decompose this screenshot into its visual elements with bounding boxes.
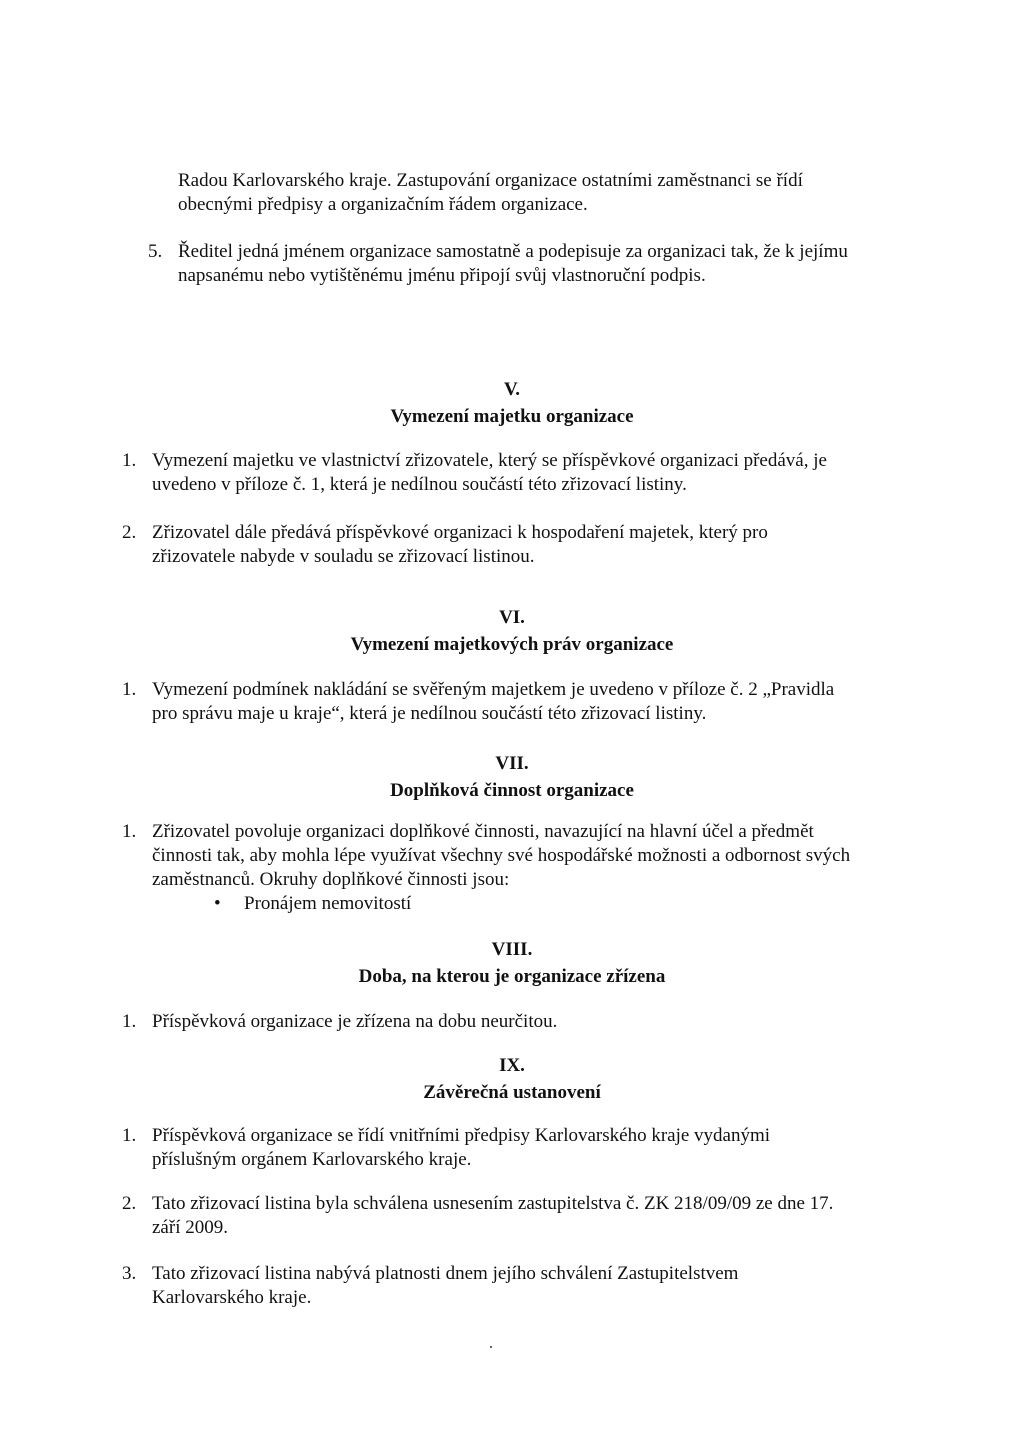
item-number: 2. [122,1193,137,1214]
section-title: Doplňková činnost organizace [390,780,634,801]
item-text: Tato zřizovací listina nabývá platnosti dnem jejího schválení Zastupitelstvem Karlovarského kraje. [152,1263,739,1308]
section-title: Vymezení majetku organizace [390,406,634,427]
section-heading-viii [0,938,1024,989]
item-number: 3. [122,1263,137,1284]
item-text: Ředitel jedná jménem organizace samostatně a podepisuje za organizaci tak, že k jejímu napsanému nebo vytištěnému jménu připojí svůj vlastnoruční podpis. [178,241,848,286]
item-number: 1. [122,821,137,842]
item-number: 1. [122,450,137,471]
item-number: 1. [122,1125,137,1146]
item-text: Zřizovatel dále předává příspěvkové organizaci k hospodaření majetek, který pro zřizovatele nabyde v souladu se zřizovací listinou. [152,522,768,567]
section-number: VI. [499,607,525,628]
item-text: Tato zřizovací listina byla schválena usnesením zastupitelstva č. ZK 218/09/09 ze dne 17. září 2009. [152,1193,834,1238]
intro-line: Radou Karlovarského kraje. Zastupování organizace ostatními zaměstnanci se řídí [178,170,803,191]
item-number: 5. [148,241,163,262]
bullet-dot-icon: • [214,893,221,914]
item-number: 2. [122,522,137,543]
section-heading-vii [0,752,1024,803]
item-text: Vymezení podmínek nakládání se svěřeným majetkem je uvedeno v příloze č. 2 „Pravidla pro správu maje u kraje“, která je nedílnou součástí této zřizovací listiny. [152,679,835,724]
section-heading-v [0,378,1024,429]
section-number: IX. [499,1055,525,1076]
item-number: 1. [122,1011,137,1032]
item-text: Příspěvková organizace je zřízena na dobu neurčitou. [152,1011,558,1032]
intro-paragraph [178,169,894,217]
section-number: V. [503,379,521,400]
item-text: Zřizovatel povoluje organizaci doplňkové činnosti, navazující na hlavní účel a předmět činnosti tak, aby mohla lépe využívat všechny své hospodářské možnosti a odbornost svých zaměstnanců. Okruhy doplňkové činnosti jsou: [152,821,851,890]
section-heading-ix [0,1054,1024,1105]
item-number: 1. [122,679,137,700]
section-title: Vymezení majetkových práv organizace [350,634,674,655]
section-title: Doba, na kterou je organizace zřízena [358,966,666,987]
item-text: Příspěvková organizace se řídí vnitřními předpisy Karlovarského kraje vydanými příslušným orgánem Karlovarského kraje. [152,1125,771,1170]
section-number: VII. [495,753,529,774]
section-number: VIII. [491,939,533,960]
scan-speck [490,1346,492,1348]
section-heading-vi [0,606,1024,657]
section-title: Závěrečná ustanovení [423,1082,601,1103]
item-text: Vymezení majetku ve vlastnictví zřizovatele, který se příspěvkové organizaci předává, je uvedeno v příloze č. 1, která je nedílnou součástí této zřizovací listiny. [152,450,827,495]
bullet-text: Pronájem nemovitostí [244,893,412,914]
intro-line: obecnými předpisy a organizačním řádem organizace. [178,194,588,215]
